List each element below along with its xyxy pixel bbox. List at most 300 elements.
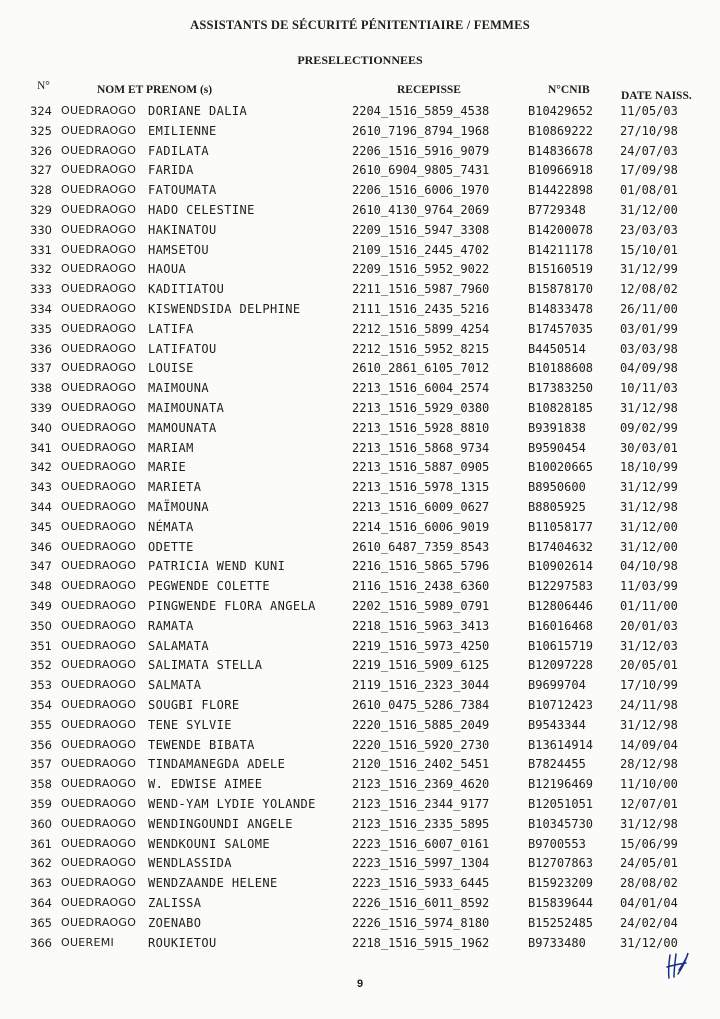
birth-date: 20/01/03 xyxy=(620,618,678,633)
recepisse: 2219_1516_5973_4250 xyxy=(352,638,490,653)
table-row xyxy=(0,777,720,797)
cnib-number: B16016468 xyxy=(528,618,594,633)
document-subtitle: PRESELECTIONNEES xyxy=(297,53,423,67)
table-row xyxy=(0,916,720,936)
table-row xyxy=(0,936,720,956)
table-row xyxy=(0,421,720,441)
first-name: WEND-YAM LYDIE YOLANDE xyxy=(148,797,316,811)
first-name: MAÏMOUNA xyxy=(148,500,209,514)
recepisse: 2214_1516_6006_9019 xyxy=(352,519,490,534)
first-name: LATIFA xyxy=(148,321,194,336)
birth-date: 24/11/98 xyxy=(620,698,678,712)
row-number: 364 xyxy=(30,896,52,910)
header-no: N° xyxy=(37,80,50,92)
recepisse: 2202_1516_5989_0791 xyxy=(352,599,490,613)
last-name: OUEDRAOGO xyxy=(61,599,137,612)
first-name: LATIFATOU xyxy=(148,341,217,356)
birth-date: 10/11/03 xyxy=(620,381,678,396)
cnib-number: B12806446 xyxy=(528,599,594,613)
last-name: OUEDRAOGO xyxy=(61,896,137,909)
birth-date: 20/05/01 xyxy=(620,658,678,673)
birth-date: 15/10/01 xyxy=(620,242,678,257)
cnib-number: B14200078 xyxy=(528,222,594,237)
cnib-number: B10615719 xyxy=(528,638,594,653)
recepisse: 2204_1516_5859_4538 xyxy=(352,104,490,118)
table-row xyxy=(0,540,720,560)
row-number: 332 xyxy=(30,262,52,277)
last-name: OUEDRAOGO xyxy=(61,420,137,434)
recepisse: 2116_1516_2438_6360 xyxy=(352,579,490,594)
first-name: W. EDWISE AIMEE xyxy=(148,777,263,792)
table-row xyxy=(0,520,720,540)
birth-date: 04/01/04 xyxy=(620,896,678,910)
row-number: 327 xyxy=(30,163,52,178)
row-number: 346 xyxy=(30,539,52,554)
first-name: SALAMATA xyxy=(148,638,209,653)
row-number: 326 xyxy=(30,143,52,158)
first-name: MARIAM xyxy=(148,440,194,455)
table-row xyxy=(0,658,720,678)
first-name: MAIMOUNA xyxy=(148,381,209,396)
last-name: OUEDRAOGO xyxy=(61,203,137,216)
first-name: WENDINGOUNDI ANGELE xyxy=(148,816,293,831)
last-name: OUEDRAOGO xyxy=(61,559,137,573)
recepisse: 2209_1516_5947_3308 xyxy=(352,222,490,237)
table-row xyxy=(0,163,720,183)
page-number: 9 xyxy=(356,978,364,990)
last-name: OUEREMI xyxy=(61,935,115,949)
row-number: 353 xyxy=(30,678,52,693)
birth-date: 24/07/03 xyxy=(620,143,678,158)
cnib-number: B10966918 xyxy=(528,163,594,178)
last-name: OUEDRAOGO xyxy=(61,579,137,593)
recepisse: 2218_1516_5915_1962 xyxy=(352,935,490,950)
last-name: OUEDRAOGO xyxy=(61,836,137,850)
first-name: HAKINATOU xyxy=(148,222,217,237)
last-name: OUEDRAOGO xyxy=(61,143,137,157)
first-name: LOUISE xyxy=(148,361,194,376)
row-number: 324 xyxy=(30,104,52,118)
cnib-number: B12051051 xyxy=(528,797,594,811)
first-name: WENDKOUNI SALOME xyxy=(148,836,270,851)
cnib-number: B12297583 xyxy=(528,579,594,594)
recepisse: 2226_1516_6011_8592 xyxy=(352,896,490,910)
document-title: ASSISTANTS DE SÉCURITÉ PÉNITENTIAIRE / FEMMES xyxy=(190,18,530,32)
last-name: OUEDRAOGO xyxy=(61,104,137,117)
cnib-number: B15923209 xyxy=(528,876,594,891)
birth-date: 30/03/01 xyxy=(620,440,678,455)
recepisse: 2209_1516_5952_9022 xyxy=(352,262,490,277)
row-number: 352 xyxy=(30,658,52,673)
cnib-number: B12707863 xyxy=(528,856,594,871)
row-number: 349 xyxy=(30,599,52,613)
table-row xyxy=(0,441,720,461)
first-name: MAIMOUNATA xyxy=(148,401,225,415)
birth-date: 03/03/98 xyxy=(620,341,678,356)
last-name: OUEDRAOGO xyxy=(61,539,137,553)
row-number: 337 xyxy=(30,361,52,376)
first-name: SOUGBI FLORE xyxy=(148,698,240,712)
cnib-number: B11058177 xyxy=(528,519,594,534)
row-number: 355 xyxy=(30,717,52,732)
birth-date: 11/03/99 xyxy=(620,579,678,594)
row-number: 363 xyxy=(30,876,52,891)
birth-date: 01/08/01 xyxy=(620,183,678,198)
table-row xyxy=(0,144,720,164)
table-row xyxy=(0,342,720,362)
table-row xyxy=(0,738,720,758)
table-row xyxy=(0,381,720,401)
birth-date: 18/10/99 xyxy=(620,460,678,475)
recepisse: 2213_1516_5887_0905 xyxy=(352,460,490,475)
recepisse: 2206_1516_5916_9079 xyxy=(352,143,490,158)
birth-date: 04/10/98 xyxy=(620,559,678,574)
header-date: DATE NAISS. xyxy=(621,90,692,102)
cnib-number: B7729348 xyxy=(528,203,586,217)
row-number: 362 xyxy=(30,856,52,871)
cnib-number: B10020665 xyxy=(528,460,594,475)
birth-date: 04/09/98 xyxy=(620,361,678,376)
row-number: 325 xyxy=(30,123,52,138)
last-name: OUEDRAOGO xyxy=(61,500,137,513)
recepisse: 2212_1516_5899_4254 xyxy=(352,321,490,336)
table-row xyxy=(0,639,720,659)
cnib-number: B17404632 xyxy=(528,539,594,554)
cnib-number: B13614914 xyxy=(528,737,594,752)
first-name: TENE SYLVIE xyxy=(148,717,232,732)
row-number: 354 xyxy=(30,698,52,712)
table-row xyxy=(0,223,720,243)
recepisse: 2213_1516_5978_1315 xyxy=(352,480,490,495)
last-name: OUEDRAOGO xyxy=(61,698,137,711)
cnib-number: B10712423 xyxy=(528,698,594,712)
last-name: OUEDRAOGO xyxy=(61,321,137,335)
cnib-number: B15252485 xyxy=(528,915,594,930)
birth-date: 17/09/98 xyxy=(620,163,678,178)
first-name: EMILIENNE xyxy=(148,123,217,138)
birth-date: 11/05/03 xyxy=(620,104,678,118)
birth-date: 31/12/00 xyxy=(620,935,678,950)
birth-date: 31/12/98 xyxy=(620,401,678,415)
first-name: HADO CELESTINE xyxy=(148,203,255,217)
first-name: ODETTE xyxy=(148,539,194,554)
first-name: PINGWENDE FLORA ANGELA xyxy=(148,599,316,613)
first-name: PEGWENDE COLETTE xyxy=(148,579,270,594)
recepisse: 2212_1516_5952_8215 xyxy=(352,341,490,356)
birth-date: 31/12/03 xyxy=(620,638,678,653)
row-number: 341 xyxy=(30,440,52,455)
table-row xyxy=(0,876,720,896)
last-name: OUEDRAOGO xyxy=(61,480,137,494)
row-number: 328 xyxy=(30,183,52,198)
first-name: PATRICIA WEND KUNI xyxy=(148,559,286,574)
last-name: OUEDRAOGO xyxy=(61,163,137,177)
last-name: OUEDRAOGO xyxy=(61,361,137,375)
recepisse: 2223_1516_5997_1304 xyxy=(352,856,490,871)
table-row xyxy=(0,856,720,876)
recepisse: 2218_1516_5963_3413 xyxy=(352,618,490,633)
row-number: 333 xyxy=(30,282,52,297)
table-row xyxy=(0,401,720,421)
birth-date: 01/11/00 xyxy=(620,599,678,613)
birth-date: 17/10/99 xyxy=(620,678,678,693)
first-name: KADITIATOU xyxy=(148,282,225,297)
birth-date: 28/12/98 xyxy=(620,757,678,772)
birth-date: 31/12/99 xyxy=(620,480,678,495)
table-row xyxy=(0,579,720,599)
first-name: MARIE xyxy=(148,460,187,475)
table-row xyxy=(0,262,720,282)
table-row xyxy=(0,302,720,322)
first-name: WENDLASSIDA xyxy=(148,856,232,871)
table-row xyxy=(0,698,720,718)
recepisse: 2223_1516_6007_0161 xyxy=(352,836,490,851)
cnib-number: B17383250 xyxy=(528,381,594,396)
cnib-number: B10828185 xyxy=(528,401,594,415)
header-cnib: N°CNIB xyxy=(548,84,590,96)
cnib-number: B12196469 xyxy=(528,777,594,792)
recepisse: 2610_2861_6105_7012 xyxy=(352,361,490,376)
birth-date: 31/12/00 xyxy=(620,203,678,217)
last-name: OUEDRAOGO xyxy=(61,876,137,890)
last-name: OUEDRAOGO xyxy=(61,757,137,771)
row-number: 343 xyxy=(30,480,52,495)
first-name: NÉMATA xyxy=(148,519,194,534)
table-row xyxy=(0,183,720,203)
birth-date: 23/03/03 xyxy=(620,222,678,237)
row-number: 338 xyxy=(30,381,52,396)
table-row xyxy=(0,203,720,223)
cnib-number: B17457035 xyxy=(528,321,594,336)
first-name: RAMATA xyxy=(148,618,194,633)
first-name: HAOUA xyxy=(148,262,187,277)
last-name: OUEDRAOGO xyxy=(61,678,137,692)
table-row xyxy=(0,837,720,857)
cnib-number: B12097228 xyxy=(528,658,594,673)
last-name: OUEDRAOGO xyxy=(61,658,137,672)
last-name: OUEDRAOGO xyxy=(61,341,137,355)
cnib-number: B15160519 xyxy=(528,262,594,277)
cnib-number: B9391838 xyxy=(528,420,586,435)
first-name: SALIMATA STELLA xyxy=(148,658,263,673)
table-row xyxy=(0,797,720,817)
first-name: KISWENDSIDA DELPHINE xyxy=(148,302,301,316)
first-name: DORIANE DALIA xyxy=(148,104,248,118)
cnib-number: B14211178 xyxy=(528,242,594,257)
cnib-number: B9733480 xyxy=(528,935,586,950)
recepisse: 2226_1516_5974_8180 xyxy=(352,915,490,930)
recepisse: 2610_4130_9764_2069 xyxy=(352,203,490,217)
row-number: 348 xyxy=(30,579,52,594)
row-number: 357 xyxy=(30,757,52,772)
row-number: 360 xyxy=(30,816,52,831)
cnib-number: B8805925 xyxy=(528,500,586,514)
recepisse: 2123_1516_2344_9177 xyxy=(352,797,490,811)
first-name: FATOUMATA xyxy=(148,183,217,198)
first-name: ZALISSA xyxy=(148,896,202,910)
row-number: 350 xyxy=(30,618,52,633)
last-name: OUEDRAOGO xyxy=(61,856,137,870)
last-name: OUEDRAOGO xyxy=(61,262,137,276)
birth-date: 31/12/98 xyxy=(620,816,678,831)
cnib-number: B8950600 xyxy=(528,480,586,495)
row-number: 334 xyxy=(30,302,52,316)
recepisse: 2213_1516_5868_9734 xyxy=(352,440,490,455)
first-name: FADILATA xyxy=(148,143,209,158)
table-row xyxy=(0,599,720,619)
recepisse: 2120_1516_2402_5451 xyxy=(352,757,490,772)
header-nom: NOM ET PRENOM (s) xyxy=(97,84,213,96)
table-row xyxy=(0,282,720,302)
first-name: MAMOUNATA xyxy=(148,420,217,435)
recepisse: 2119_1516_2323_3044 xyxy=(352,678,490,693)
table-row xyxy=(0,678,720,698)
recepisse: 2610_6487_7359_8543 xyxy=(352,539,490,554)
last-name: OUEDRAOGO xyxy=(61,282,137,296)
recepisse: 2220_1516_5885_2049 xyxy=(352,717,490,732)
table-row xyxy=(0,243,720,263)
row-number: 356 xyxy=(30,737,52,752)
last-name: OUEDRAOGO xyxy=(61,737,137,751)
last-name: OUEDRAOGO xyxy=(61,915,137,929)
table-row xyxy=(0,480,720,500)
last-name: OUEDRAOGO xyxy=(61,797,137,810)
row-number: 351 xyxy=(30,638,52,653)
birth-date: 12/07/01 xyxy=(620,797,678,811)
row-number: 359 xyxy=(30,797,52,811)
birth-date: 27/10/98 xyxy=(620,123,678,138)
birth-date: 31/12/98 xyxy=(620,717,678,732)
row-number: 358 xyxy=(30,777,52,792)
last-name: OUEDRAOGO xyxy=(61,618,137,632)
cnib-number: B15878170 xyxy=(528,282,594,297)
cnib-number: B14833478 xyxy=(528,302,594,316)
birth-date: 31/12/98 xyxy=(620,500,678,514)
recepisse: 2109_1516_2445_4702 xyxy=(352,242,490,257)
last-name: OUEDRAOGO xyxy=(61,777,137,791)
row-number: 340 xyxy=(30,420,52,435)
last-name: OUEDRAOGO xyxy=(61,242,137,256)
last-name: OUEDRAOGO xyxy=(61,381,137,395)
recepisse: 2610_7196_8794_1968 xyxy=(352,123,490,138)
last-name: OUEDRAOGO xyxy=(61,717,137,731)
first-name: TINDAMANEGDA ADELE xyxy=(148,757,286,772)
recepisse: 2213_1516_5929_0380 xyxy=(352,401,490,415)
recepisse: 2216_1516_5865_5796 xyxy=(352,559,490,574)
birth-date: 31/12/00 xyxy=(620,539,678,554)
recepisse: 2223_1516_5933_6445 xyxy=(352,876,490,891)
cnib-number: B9543344 xyxy=(528,717,586,732)
row-number: 361 xyxy=(30,836,52,851)
cnib-number: B10429652 xyxy=(528,104,594,118)
first-name: FARIDA xyxy=(148,163,194,178)
recepisse: 2211_1516_5987_7960 xyxy=(352,282,490,297)
birth-date: 28/08/02 xyxy=(620,876,678,891)
table-row xyxy=(0,817,720,837)
first-name: ZOENABO xyxy=(148,915,202,930)
table-row xyxy=(0,896,720,916)
last-name: OUEDRAOGO xyxy=(61,183,137,197)
recepisse: 2219_1516_5909_6125 xyxy=(352,658,490,673)
cnib-number: B9590454 xyxy=(528,440,586,455)
last-name: OUEDRAOGO xyxy=(61,519,137,533)
table-row xyxy=(0,757,720,777)
last-name: OUEDRAOGO xyxy=(61,302,137,315)
table-row xyxy=(0,124,720,144)
birth-date: 31/12/99 xyxy=(620,262,678,277)
first-name: ROUKIETOU xyxy=(148,935,217,950)
last-name: OUEDRAOGO xyxy=(61,440,137,454)
cnib-number: B14422898 xyxy=(528,183,594,198)
first-name: MARIETA xyxy=(148,480,202,495)
row-number: 335 xyxy=(30,321,52,336)
row-number: 329 xyxy=(30,203,52,217)
table-row xyxy=(0,718,720,738)
recepisse: 2206_1516_6006_1970 xyxy=(352,183,490,198)
recepisse: 2213_1516_5928_8810 xyxy=(352,420,490,435)
first-name: SALMATA xyxy=(148,678,202,693)
cnib-number: B7824455 xyxy=(528,757,586,772)
row-number: 331 xyxy=(30,242,52,257)
last-name: OUEDRAOGO xyxy=(61,816,137,830)
birth-date: 11/10/00 xyxy=(620,777,678,792)
first-name: TEWENDE BIBATA xyxy=(148,737,255,752)
recepisse: 2123_1516_2369_4620 xyxy=(352,777,490,792)
recepisse: 2213_1516_6009_0627 xyxy=(352,500,490,514)
birth-date: 12/08/02 xyxy=(620,282,678,297)
last-name: OUEDRAOGO xyxy=(61,460,137,474)
birth-date: 24/02/04 xyxy=(620,915,678,930)
birth-date: 24/05/01 xyxy=(620,856,678,871)
recepisse: 2213_1516_6004_2574 xyxy=(352,381,490,396)
birth-date: 26/11/00 xyxy=(620,302,678,316)
recepisse: 2610_6904_9805_7431 xyxy=(352,163,490,178)
cnib-number: B9699704 xyxy=(528,678,586,693)
birth-date: 09/02/99 xyxy=(620,420,678,435)
table-row xyxy=(0,361,720,381)
recepisse: 2111_1516_2435_5216 xyxy=(352,302,490,316)
header-recepisse: RECEPISSE xyxy=(397,84,461,96)
table-row xyxy=(0,104,720,124)
birth-date: 31/12/00 xyxy=(620,519,678,534)
cnib-number: B10869222 xyxy=(528,123,594,138)
cnib-number: B15839644 xyxy=(528,896,594,910)
first-name: WENDZAANDE HELENE xyxy=(148,876,278,891)
table-row xyxy=(0,559,720,579)
row-number: 339 xyxy=(30,401,52,415)
row-number: 365 xyxy=(30,915,52,930)
row-number: 344 xyxy=(30,500,52,514)
cnib-number: B10345730 xyxy=(528,816,594,831)
last-name: OUEDRAOGO xyxy=(61,222,137,236)
cnib-number: B4450514 xyxy=(528,341,586,356)
last-name: OUEDRAOGO xyxy=(61,123,137,137)
last-name: OUEDRAOGO xyxy=(61,638,137,652)
cnib-number: B9700553 xyxy=(528,836,586,851)
table-row xyxy=(0,322,720,342)
first-name: HAMSETOU xyxy=(148,242,209,257)
last-name: OUEDRAOGO xyxy=(61,401,137,414)
row-number: 366 xyxy=(30,935,52,950)
birth-date: 15/06/99 xyxy=(620,836,678,851)
row-number: 342 xyxy=(30,460,52,475)
cnib-number: B14836678 xyxy=(528,143,594,158)
row-number: 336 xyxy=(30,341,52,356)
table-row xyxy=(0,500,720,520)
recepisse: 2220_1516_5920_2730 xyxy=(352,737,490,752)
recepisse: 2123_1516_2335_5895 xyxy=(352,816,490,831)
cnib-number: B10188608 xyxy=(528,361,594,376)
